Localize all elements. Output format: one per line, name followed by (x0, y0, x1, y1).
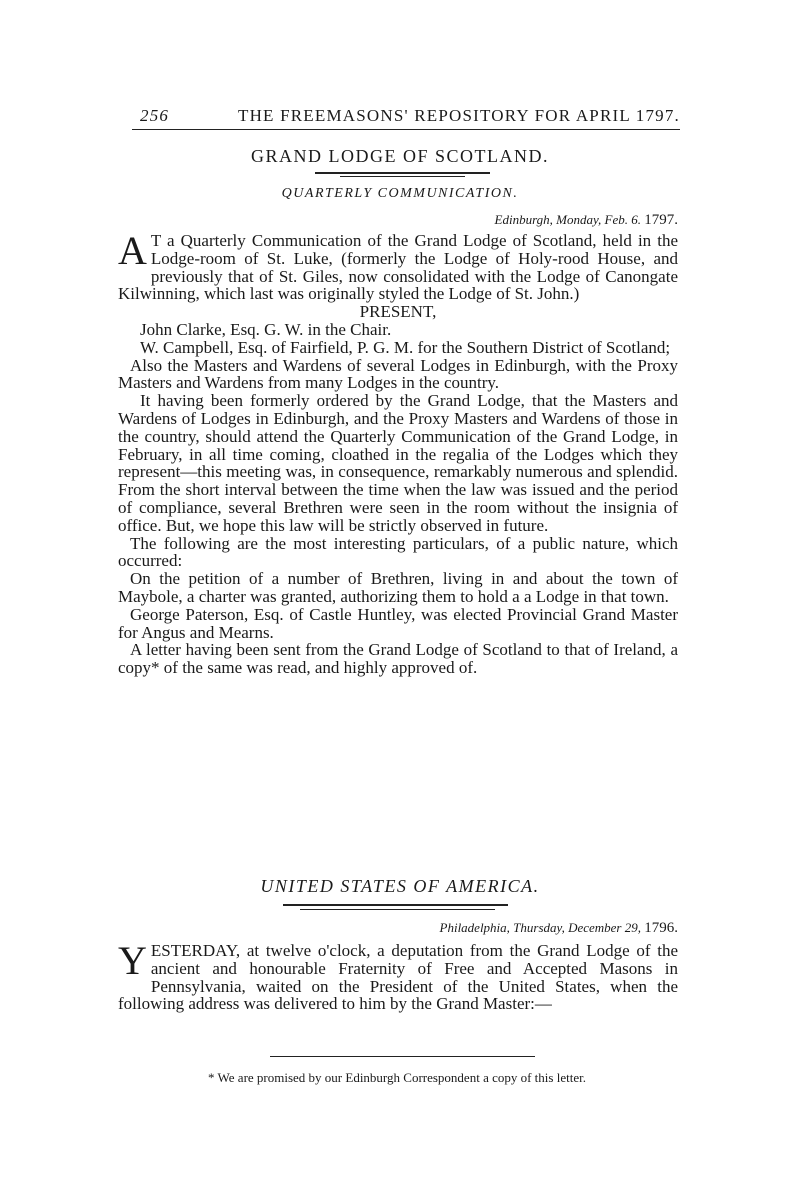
drop-cap: Y (118, 938, 147, 983)
footnote-rule (270, 1056, 535, 1057)
section-subtitle: QUARTERLY COMMUNICATION. (281, 186, 519, 201)
section-body-united-states (118, 938, 678, 1014)
paragraph-opening: A T a Quarterly Communication of the Grand Lodge of Scotland, held in the Lodge-room of St. Luke, (formerly the Lodge of Holy-rood House, and previously that of St. Giles, now consolidated with the Lodge of Canongate Kilwinning, which last was originally styled the Lodge of St. John.) (118, 228, 678, 304)
paragraph-masters: Also the Masters and Wardens of several Lodges in Edinburgh, with the Proxy Masters and Wardens from many Lodges in the country. (118, 355, 678, 393)
paragraph-following: The following are the most interesting particulars, of a public nature, which occurred: (118, 533, 678, 571)
paragraph-order: It having been formerly ordered by the Grand Lodge, that the Masters and Wardens of Lodges in Edinburgh, and the Proxy Masters and Wardens of those in the country, should attend the Quarterly Communication of the Grand Lodge, in February, in all time coming, cloathed in the regalia of the Lodges which they represent—this meeting was, in consequence, remarkably numerous and splendid. From the short interval between the time when the law was issued and the period of compliance, several Brethren were seen in the room without the insignia of office. But, we hope this law will be strictly observed in future. (118, 391, 678, 535)
paragraph-chair: John Clarke, Esq. G. W. in the Chair. (140, 319, 392, 339)
title-rule-2b (300, 909, 495, 910)
drop-cap: A (118, 228, 147, 273)
title-rule-1 (315, 172, 490, 174)
dateline-year: 1797. (644, 212, 678, 228)
dateline-place: Philadelphia, Thursday, December 29, (439, 920, 641, 935)
section-body-grand-lodge (118, 228, 678, 678)
dateline-year: 1796. (644, 920, 678, 936)
title-rule-2 (283, 904, 508, 906)
section-title-united-states: UNITED STATES OF AMERICA. (260, 876, 540, 896)
section-title-grand-lodge: GRAND LODGE OF SCOTLAND. (250, 146, 549, 166)
present-heading: PRESENT, (359, 302, 437, 322)
paragraph-paterson: George Paterson, Esq. of Castle Huntley, was elected Provincial Grand Master for Angus and Mearns. (118, 604, 678, 642)
paragraph-campbell: W. Campbell, Esq. of Fairfield, P. G. M. for the Southern District of Scotland; (140, 337, 671, 357)
footnote: * We are promised by our Edinburgh Correspondent a copy of this letter. (208, 1070, 586, 1085)
title-rule-1b (340, 176, 465, 177)
running-title: THE FREEMASONS' REPOSITORY FOR APRIL 1797. (237, 106, 680, 125)
dateline-place: Edinburgh, Monday, Feb. 6. (494, 212, 641, 227)
page-number: 256 (140, 106, 170, 125)
dateline-edinburgh (495, 212, 678, 229)
paragraph-yesterday: YESTERDAY, at twelve o'clock, a deputation from the Grand Lodge of the ancient and honourable Fraternity of Free and Accepted Masons in Pennsylvania, waited on the President of the United States, when the following address was delivered to him by the Grand Master:— (118, 938, 678, 1014)
header-rule (132, 129, 680, 130)
dateline-philadelphia (440, 920, 678, 937)
running-header (140, 106, 680, 126)
paragraph-letter: A letter having been sent from the Grand Lodge of Scotland to that of Ireland, a copy* of the same was read, and highly approved of. (118, 640, 678, 678)
paragraph-maybole: On the petition of a number of Brethren, living in and about the town of Maybole, a charter was granted, authorizing them to hold a a Lodge in that town. (118, 569, 678, 606)
